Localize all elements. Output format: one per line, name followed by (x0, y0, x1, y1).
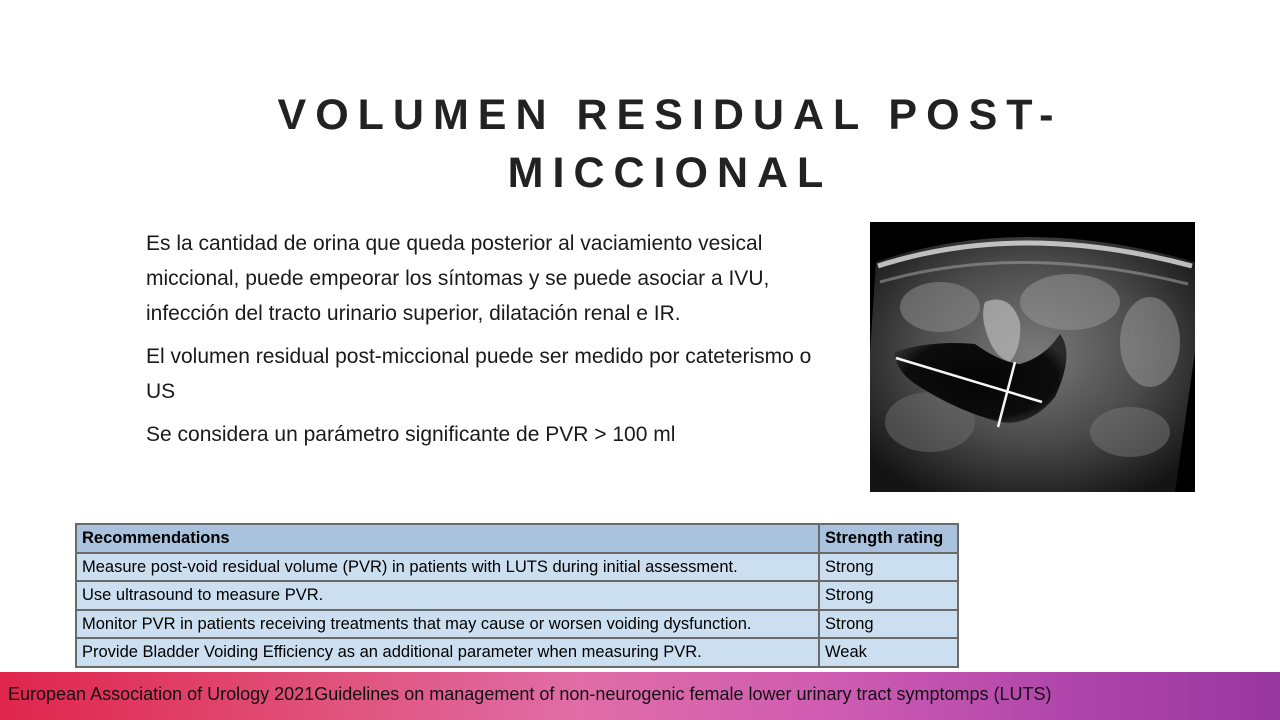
ultrasound-bladder-graphic (870, 222, 1195, 492)
header-strength-rating: Strength rating (819, 524, 958, 553)
recommendation-cell: Provide Bladder Voiding Efficiency as an additional parameter when measuring PVR. (76, 638, 819, 667)
paragraph-threshold: Se considera un parámetro significante de PVR > 100 ml (146, 423, 676, 446)
table-row (76, 610, 958, 639)
table-header-row (76, 524, 958, 553)
recommendation-cell: Use ultrasound to measure PVR. (76, 581, 819, 610)
ultrasound-image (870, 222, 1195, 492)
strength-cell: Strong (819, 610, 958, 639)
slide-title (170, 86, 1170, 202)
strength-cell: Strong (819, 553, 958, 582)
strength-cell: Strong (819, 581, 958, 610)
recommendation-cell: Monitor PVR in patients receiving treatments that may cause or worsen voiding dysfunction. (76, 610, 819, 639)
header-recommendations: Recommendations (76, 524, 819, 553)
paragraph-definition: Es la cantidad de orina que queda posterior al vaciamiento vesical miccional, puede empeorar los síntomas y se puede asociar a IVU, infección del tracto urinario superior, dilatación renal e IR. (146, 232, 770, 325)
strength-cell: Weak (819, 638, 958, 667)
table-row (76, 638, 958, 667)
table-row (76, 581, 958, 610)
slide-title-line-2: MICCIONAL (507, 149, 833, 197)
footer-citation: European Association of Urology 2021Guidelines on management of non-neurogenic female lower urinary tract symptomps (LUTS) (8, 684, 1052, 704)
footer-bar (0, 672, 1280, 720)
recommendations-table (75, 523, 959, 668)
table-row (76, 553, 958, 582)
paragraph-measurement: El volumen residual post-miccional puede ser medido por cateterismo o US (146, 345, 812, 403)
body-text (146, 226, 846, 460)
recommendation-cell: Measure post-void residual volume (PVR) in patients with LUTS during initial assessment. (76, 553, 819, 582)
slide-title-line-1: VOLUMEN RESIDUAL POST- (277, 91, 1063, 139)
